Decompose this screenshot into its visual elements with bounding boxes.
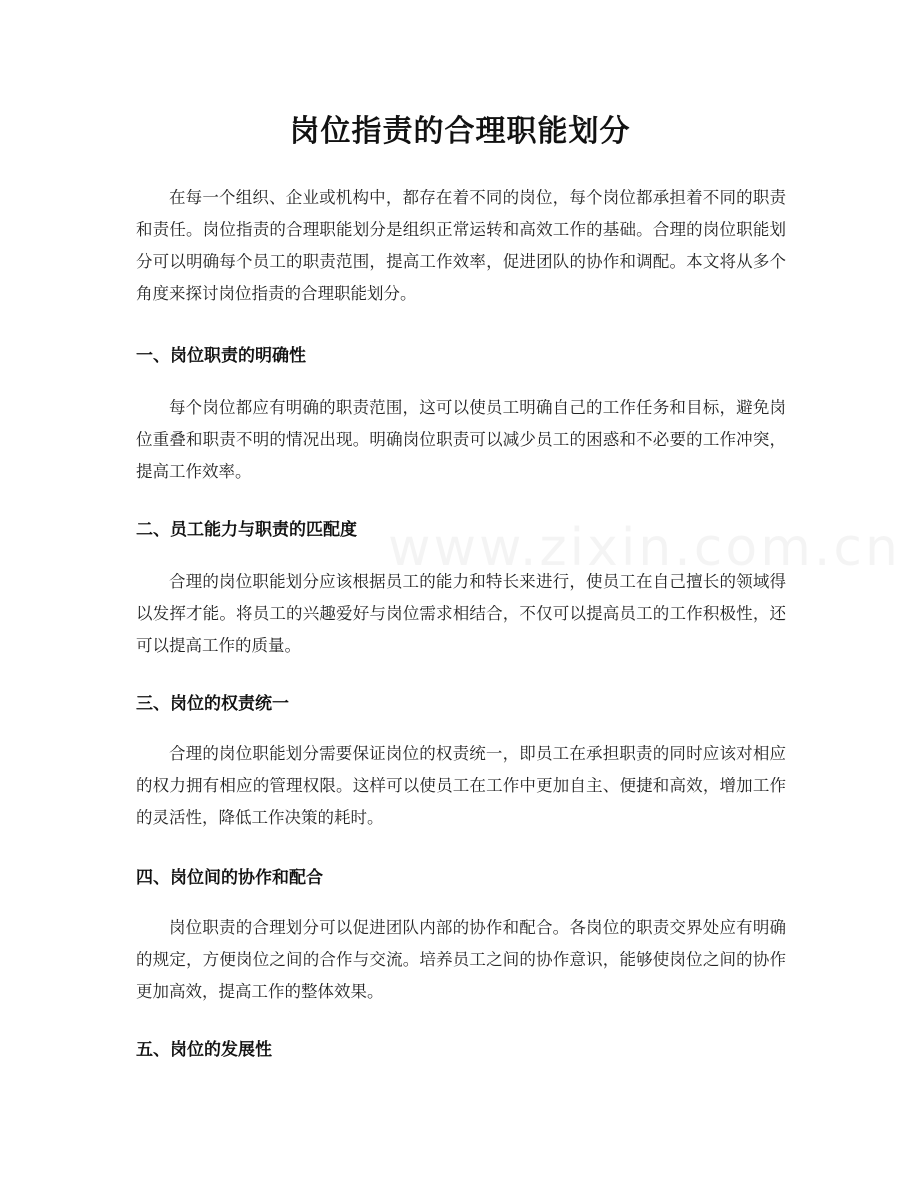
section-1-heading: 一、岗位职责的明确性 [136, 346, 306, 366]
section-3-heading: 三、岗位的权责统一 [136, 694, 289, 714]
section-4-paragraph: 岗位职责的合理划分可以促进团队内部的协作和配合。各岗位的职责交界处应有明确的规定，方便岗位之间的合作与交流。培养员工之间的协作意识，能够使岗位之间的协作更加高效，提高工作的整体效果。 [136, 918, 786, 1001]
section-2-heading: 二、员工能力与职责的匹配度 [136, 520, 357, 540]
section-4-heading: 四、岗位间的协作和配合 [136, 868, 323, 888]
section-3-paragraph: 合理的岗位职能划分需要保证岗位的权责统一，即员工在承担职责的同时应该对相应的权力拥有相应的管理权限。这样可以使员工在工作中更加自主、便捷和高效，增加工作的灵活性，降低工作决策的耗时。 [136, 744, 786, 827]
section-1-paragraph: 每个岗位都应有明确的职责范围，这可以使员工明确自己的工作任务和目标，避免岗位重叠和职责不明的情况出现。明确岗位职责可以减少员工的困惑和不必要的工作冲突，提高工作效率。 [136, 398, 786, 481]
intro-paragraph: 在每一个组织、企业或机构中，都存在着不同的岗位，每个岗位都承担着不同的职责和责任。岗位指责的合理职能划分是组织正常运转和高效工作的基础。合理的岗位职能划分可以明确每个员工的职责范围，提高工作效率，促进团队的协作和调配。本文将从多个角度来探讨岗位指责的合理职能划分。 [136, 188, 786, 303]
section-5-heading: 五、岗位的发展性 [136, 1040, 272, 1060]
section-2-paragraph: 合理的岗位职能划分应该根据员工的能力和特长来进行，使员工在自己擅长的领域得以发挥才能。将员工的兴趣爱好与岗位需求相结合，不仅可以提高员工的工作积极性，还可以提高工作的质量。 [136, 572, 786, 655]
page-title: 岗位指责的合理职能划分 [289, 114, 631, 149]
